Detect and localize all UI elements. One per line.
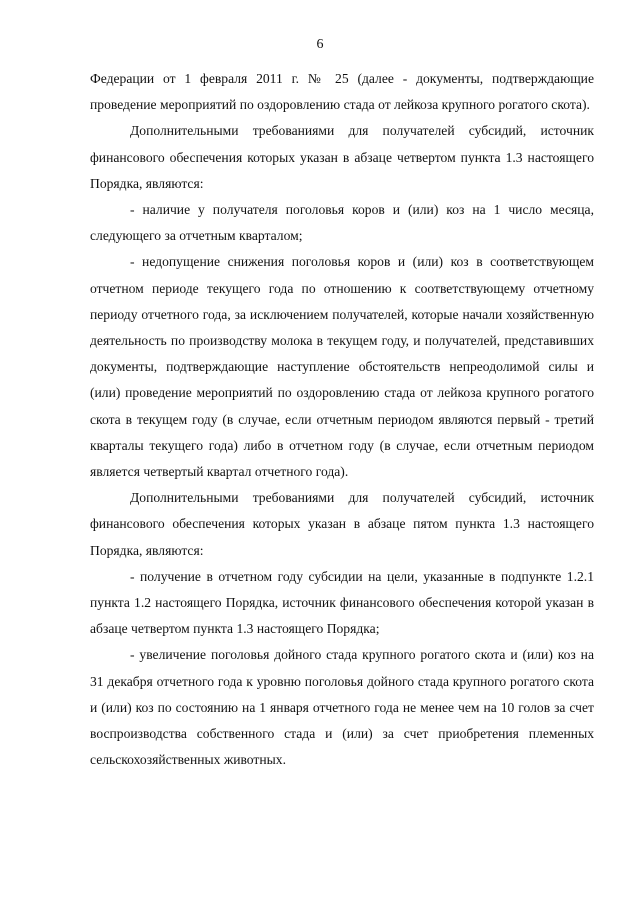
paragraph-requirements-intro-2: Дополнительными требованиями для получателей субсидий, источник финансового обеспечения которых указан в абзаце пятом пункта 1.3 настоящего Порядка, являются:: [90, 490, 594, 558]
list-item-herd-increase: - увеличение поголовья дойного стада крупного рогатого скота и (или) коз на 31 декабря отчетного года к уровню поголовья дойного стада крупного рогатого скота и (или) коз по состоянию на 1 января отчетного года не менее чем на 10 голов за счет воспроизводства собственного стада и (или) за счет приобретения племенных сельскохозяйственных животных.: [90, 647, 594, 768]
paragraph-requirements-intro-1: Дополнительными требованиями для получателей субсидий, источник финансового обеспечения которых указан в абзаце четвертом пункта 1.3 настоящего Порядка, являются:: [90, 123, 594, 191]
list-item-subsidy-received: - получение в отчетном году субсидии на цели, указанные в подпункте 1.2.1 пункта 1.2 настоящего Порядка, источник финансового обеспечения которой указан в абзаце четвертом пункта 1.3 настоящего Порядка;: [90, 568, 594, 637]
list-item-livestock-presence: - наличие у получателя поголовья коров и (или) коз на 1 число месяца, следующего за отчетным кварталом;: [90, 202, 594, 244]
page-number: 6: [316, 37, 324, 52]
document-body: [90, 66, 594, 773]
list-item-no-livestock-decrease: - недопущение снижения поголовья коров и (или) коз в соответствующем отчетном периоде текущего года по отношению к соответствующему отчетному периоду отчетного года, за исключением получателей, которые начали хозяйственную деятельность по производству молока в текущем году, и получателей, представивших документы, подтверждающие наступление обстоятельств непреодолимой силы и (или) проведение мероприятий по оздоровлению стада от лейкоза крупного рогатого скота в текущем году (в случае, если отчетным периодом являются первый - третий кварталы текущего года) либо в отчетном году (в случае, если отчетным периодом является четвертый квартал отчетного года).: [90, 254, 594, 480]
paragraph-continuation: Федерации от 1 февраля 2011 г. № 25 (далее - документы, подтверждающие проведение мероприятий по оздоровлению стада от лейкоза крупного рогатого скота).: [90, 71, 594, 113]
